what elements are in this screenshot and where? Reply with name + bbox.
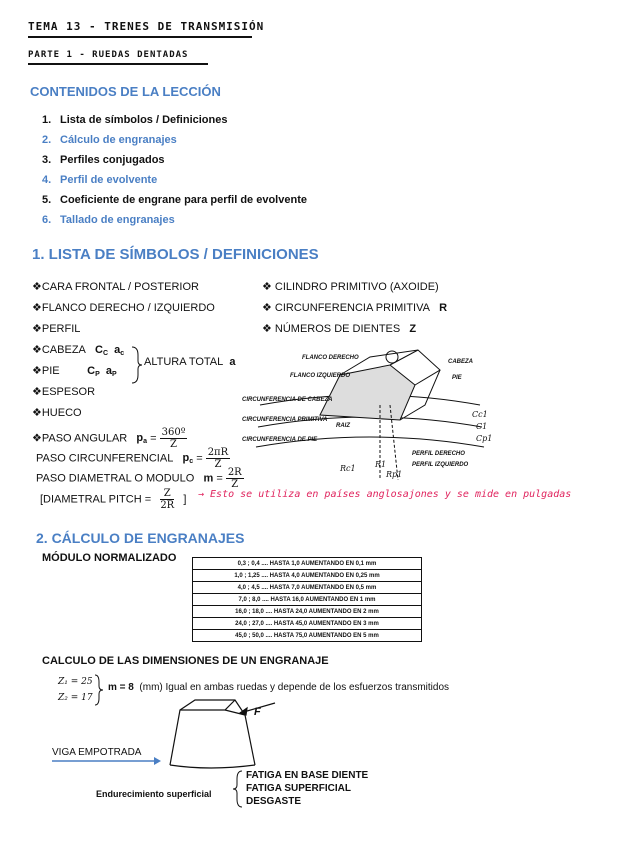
contents-item-num: 5.: [42, 194, 52, 206]
symbols-right: [262, 279, 448, 342]
lbl-perfil-derecho: PERFIL DERECHO: [412, 451, 465, 457]
contents-item-label: Lista de símbolos / Definiciones: [60, 114, 228, 126]
contents-item[interactable]: [42, 212, 307, 232]
calc-heading: CALCULO DE LAS DIMENSIONES DE UN ENGRANAJE: [42, 655, 329, 667]
force-label: F: [254, 706, 261, 718]
contents-item-num: 2.: [42, 134, 52, 146]
z-values: [58, 674, 93, 706]
contents-item[interactable]: [42, 152, 307, 172]
paso-angular: ❖PASO ANGULAR $p_a$ = $\frac{\text{360º}}{Z}$: [32, 427, 186, 450]
module-value: m = 8 (mm) Igual en ambas ruedas y depende de los esfuerzos transmitidos: [108, 682, 450, 693]
paso-diametral: PASO DIAMETRAL O MODULO m = $\frac{2R}{Z}$: [36, 467, 242, 490]
contents-item-num: 1.: [42, 114, 52, 126]
z-brace: [94, 674, 104, 706]
sym-cara: ❖CARA FRONTAL / POSTERIOR: [32, 281, 199, 293]
contents-item-label: Perfil de evolvente: [60, 174, 158, 186]
modulo-cell: 4,0 ; 4,5 .... HASTA 7,0 AUMENTANDO EN 0,5 mm: [193, 582, 422, 594]
contents-item-num: 4.: [42, 174, 52, 186]
svg-text:Rc1: Rc1: [340, 464, 356, 473]
sym-right-item: ❖ CILINDRO PRIMITIVO (AXOIDE): [262, 281, 439, 293]
sym-hueco: ❖HUECO: [32, 407, 82, 419]
fatiga-item: FATIGA SUPERFICIAL: [246, 783, 351, 794]
page-title: TEMA 13 - TRENES DE TRANSMISIÓN: [28, 20, 265, 33]
fatiga-item: DESGASTE: [246, 796, 302, 807]
modulo-table: [192, 557, 422, 642]
altura-total: ALTURA TOTAL a: [144, 356, 236, 368]
sym-espesor: ❖ESPESOR: [32, 386, 96, 398]
sym-right-item: ❖ CIRCUNFERENCIA PRIMITIVA R: [262, 302, 448, 314]
altura-brace: [130, 345, 144, 385]
contents-item-label: Tallado de engranajes: [60, 214, 175, 226]
modulo-row: [193, 618, 422, 630]
modulo-cell: 1,0 ; 1,25 .... HASTA 4,0 AUMENTANDO EN 0,25 mm: [193, 570, 422, 582]
contents-item-label: Cálculo de engranajes: [60, 134, 177, 146]
sym-flanco: ❖FLANCO DERECHO / IZQUIERDO: [32, 302, 215, 314]
lbl-circ-pie: CIRCUNFERENCIA DE PIE: [242, 437, 318, 443]
sym-right-item: ❖ NÚMEROS DE DIENTES Z: [262, 323, 417, 335]
viga-label: VIGA EMPOTRADA: [52, 747, 142, 758]
modulo-row: [193, 594, 422, 606]
subtitle-underline: [28, 63, 208, 65]
contents-item[interactable]: [42, 132, 307, 152]
contents-item-num: 6.: [42, 214, 52, 226]
modulo-cell: 45,0 ; 50,0 .... HASTA 75,0 AUMENTANDO EN 5 mm: [193, 630, 422, 642]
modulo-row: [193, 570, 422, 582]
svg-text:Cp1: Cp1: [476, 434, 493, 443]
lbl-perfil-izquierdo: PERFIL IZQUIERDO: [412, 462, 469, 468]
lbl-pie: PIE: [452, 375, 462, 381]
lbl-circ-primitiva: CIRCUNFERENCIA PRIMITIVA: [242, 417, 328, 423]
modulo-row: [193, 558, 422, 570]
fatiga-list: [246, 769, 368, 808]
lbl-cabeza: CABEZA: [448, 359, 473, 365]
fatiga-item: FATIGA EN BASE DIENTE: [246, 770, 369, 781]
contents-item[interactable]: [42, 192, 307, 212]
paso-circunferencial: PASO CIRCUNFERENCIAL $p_c$ = $\frac{2\pi R}{Z}$: [36, 447, 229, 470]
contents-item[interactable]: [42, 112, 307, 132]
svg-text:Rp1: Rp1: [386, 470, 403, 479]
z2: Z₂ = 17: [58, 693, 93, 703]
lbl-circ-cabeza: CIRCUNFERENCIA DE CABEZA: [242, 397, 333, 403]
modulo-heading: MÓDULO NORMALIZADO: [42, 552, 177, 564]
contents-item-label: Coeficiente de engrane para perfil de evolvente: [60, 194, 307, 206]
svg-text:Cc1: Cc1: [472, 410, 488, 419]
lbl-flanco-derecho: FLANCO DERECHO: [302, 355, 359, 361]
modulo-row: [193, 606, 422, 618]
page-subtitle: PARTE 1 - RUEDAS DENTADAS: [28, 50, 189, 60]
section1-heading: 1. LISTA DE SÍMBOLOS / DEFINICIONES: [32, 246, 319, 263]
handwritten-note: → Esto se utiliza en países anglosajones y se mide en pulgadas: [198, 489, 572, 500]
modulo-cell: 0,3 ; 0,4 .... HASTA 1,0 AUMENTANDO EN 0,1 mm: [193, 558, 422, 570]
fatiga-brace: [232, 770, 244, 808]
modulo-row: [193, 582, 422, 594]
contents-item-label: Perfiles conjugados: [60, 154, 165, 166]
section2-heading: 2. CÁLCULO DE ENGRANAJES: [36, 530, 245, 546]
modulo-row: [193, 630, 422, 642]
modulo-cell: 24,0 ; 27,0 .... HASTA 45,0 AUMENTANDO EN 3 mm: [193, 618, 422, 630]
z1: Z₁ = 25: [58, 677, 93, 687]
beam-sketch: [150, 695, 280, 775]
contents-heading: CONTENIDOS DE LA LECCIÓN: [30, 84, 221, 99]
gear-tooth-diagram: [240, 345, 500, 485]
contents-list: [42, 112, 307, 232]
viga-arrow: [52, 756, 162, 766]
svg-text:C1: C1: [476, 422, 488, 431]
endurecimiento: Endurecimiento superficial: [96, 789, 212, 799]
symbols-left: [32, 279, 215, 426]
contents-item[interactable]: [42, 172, 307, 192]
sym-perfil: ❖PERFIL: [32, 323, 81, 335]
sym-cabeza: ❖CABEZA $C_C$ $a_c$: [32, 344, 125, 357]
lbl-raiz: RAIZ: [336, 423, 350, 429]
modulo-cell: 16,0 ; 18,0 .... HASTA 24,0 AUMENTANDO EN 2 mm: [193, 606, 422, 618]
sym-pie: ❖PIE $C_P$ $a_P$: [32, 365, 117, 378]
contents-item-num: 3.: [42, 154, 52, 166]
title-underline: [28, 36, 252, 38]
lbl-flanco-izquierdo: FLANCO IZQUIERDO: [290, 373, 350, 379]
svg-text:R1: R1: [375, 460, 387, 469]
diametral-pitch: [DIAMETRAL PITCH = $\frac{Z}{2R}$ ]: [40, 488, 187, 511]
modulo-cell: 7,0 ; 8,0 .... HASTA 16,0 AUMENTANDO EN 1 mm: [193, 594, 422, 606]
